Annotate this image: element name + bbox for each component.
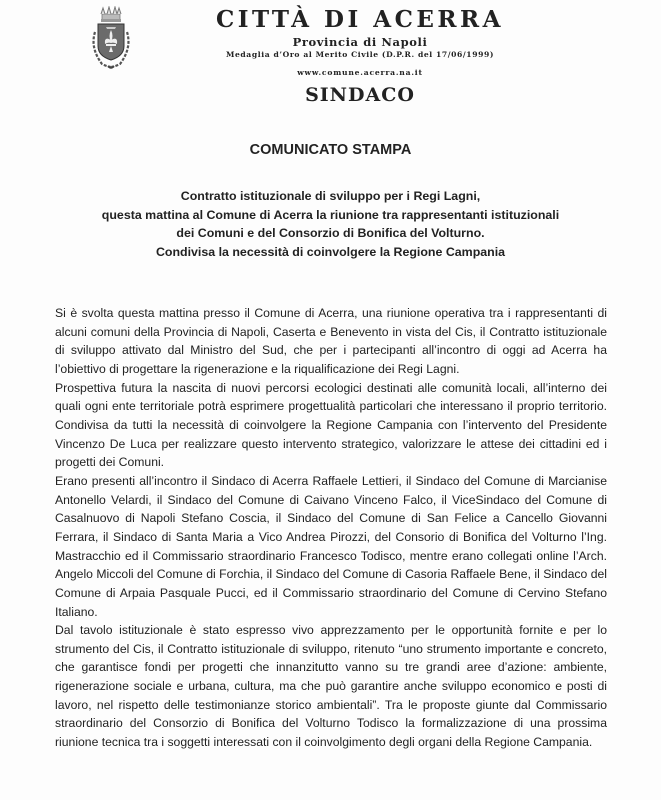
document-type-title: COMUNICATO STAMPA — [249, 142, 412, 158]
medal-label: Medaglia d’Oro al Merito Civile (D.P.R. del 17/06/1999) — [225, 50, 495, 59]
subtitle-line: Contratto istituzionale di sviluppo per i Regi Lagni, — [180, 189, 481, 203]
press-release-body — [55, 304, 607, 752]
body-paragraph: Dal tavolo istituzionale è stato espresso vivo apprezzamento per le opportunità fornite e per lo strumento del Cis, il Contratto istituzionale di sviluppo, ritenuto “uno strumento importante e concreto, che garantisce fondi per progetti che innanzitutto vanno su tre grandi aree d’azione: ambiente, rigenerazione sociale e urbana, cultura, ma che può garantire anche sviluppo economico e posti di lavoro, nel rispetto delle testimonianze storico ambientali”. Tra le proposte giunte dal Commissario straordinario del Consorzio di Bonifica del Volturno Todisco la formalizzazione di una prossima riunione tecnica tra i soggetti interessati con il coinvolgimento degli organi della Regione Campania. — [55, 623, 607, 750]
office-title: SINDACO — [305, 84, 415, 106]
body-paragraph: Erano presenti all’incontro il Sindaco di Acerra Raffaele Lettieri, il Sindaco del Comune di Marcianise Antonello Velardi, il Sindaco del Comune di Caivano Vinceno Falco, il ViceSindaco del Comune di Casalnuovo di Napoli Stefano Coscia, il Sindaco del Comune di San Felice a Cancello Giovanni Ferrara, il Sindaco di Santa Maria a Vico Andrea Pirozzi, del Consorio di Bonifica del Volturno l’Ing. Mastracchio ed il Commissario straordinario Francesco Todisco, mentre erano collegati online l’Arch. Angelo Miccoli del Comune di Forchia, il Sindaco del Comune di Casoria Raffaele Bene, il Sindaco del Comune di Arpaia Pasquale Pucci, ed il Commissario straordinario del Comune di Cervino Stefano Italiano. — [55, 473, 607, 619]
website-link[interactable]: www.comune.acerra.na.it — [297, 68, 423, 77]
body-paragraph: Si è svolta questa mattina presso il Comune di Acerra, una riunione operativa tra i rappresentanti di alcuni comuni della Provincia di Napoli, Caserta e Benevento in vista del Cis, il Contratto istituzionale di sviluppo attivato dal Ministro del Sud, che per i partecipanti all’incontro di oggi ad Acerra ha l’obiettivo di progettare la rigenerazione e la riqualificazione dei Regi Lagni. — [55, 306, 607, 376]
coat-of-arms-icon — [86, 6, 136, 72]
subtitle-line: dei Comuni e del Consorzio di Bonifica del Volturno. — [176, 226, 485, 241]
press-release-subtitle — [60, 187, 601, 261]
subtitle-line: questa mattina al Comune di Acerra la riunione tra rappresentanti istituzionali — [101, 207, 560, 222]
city-name: CITTÀ DI ACERRA — [215, 6, 505, 33]
body-paragraph: Prospettiva futura la nascita di nuovi percorsi ecologici destinati alle comunità locali, all’interno dei quali ogni ente territoriale potrà esprimere progettualità particolari che interessano il proprio territorio. Condivisa da tutti la necessità di coinvolgere la Regione Campania con l’intervento del Presidente Vincenzo De Luca per realizzare questo intervento strategico, valorizzare le attese dei cittadini ed i progetti dei Comuni. — [55, 380, 607, 470]
subtitle-line: Condivisa la necessità di coinvolgere la Regione Campania — [155, 244, 506, 259]
province-label: Provincia di Napoli — [292, 35, 428, 49]
